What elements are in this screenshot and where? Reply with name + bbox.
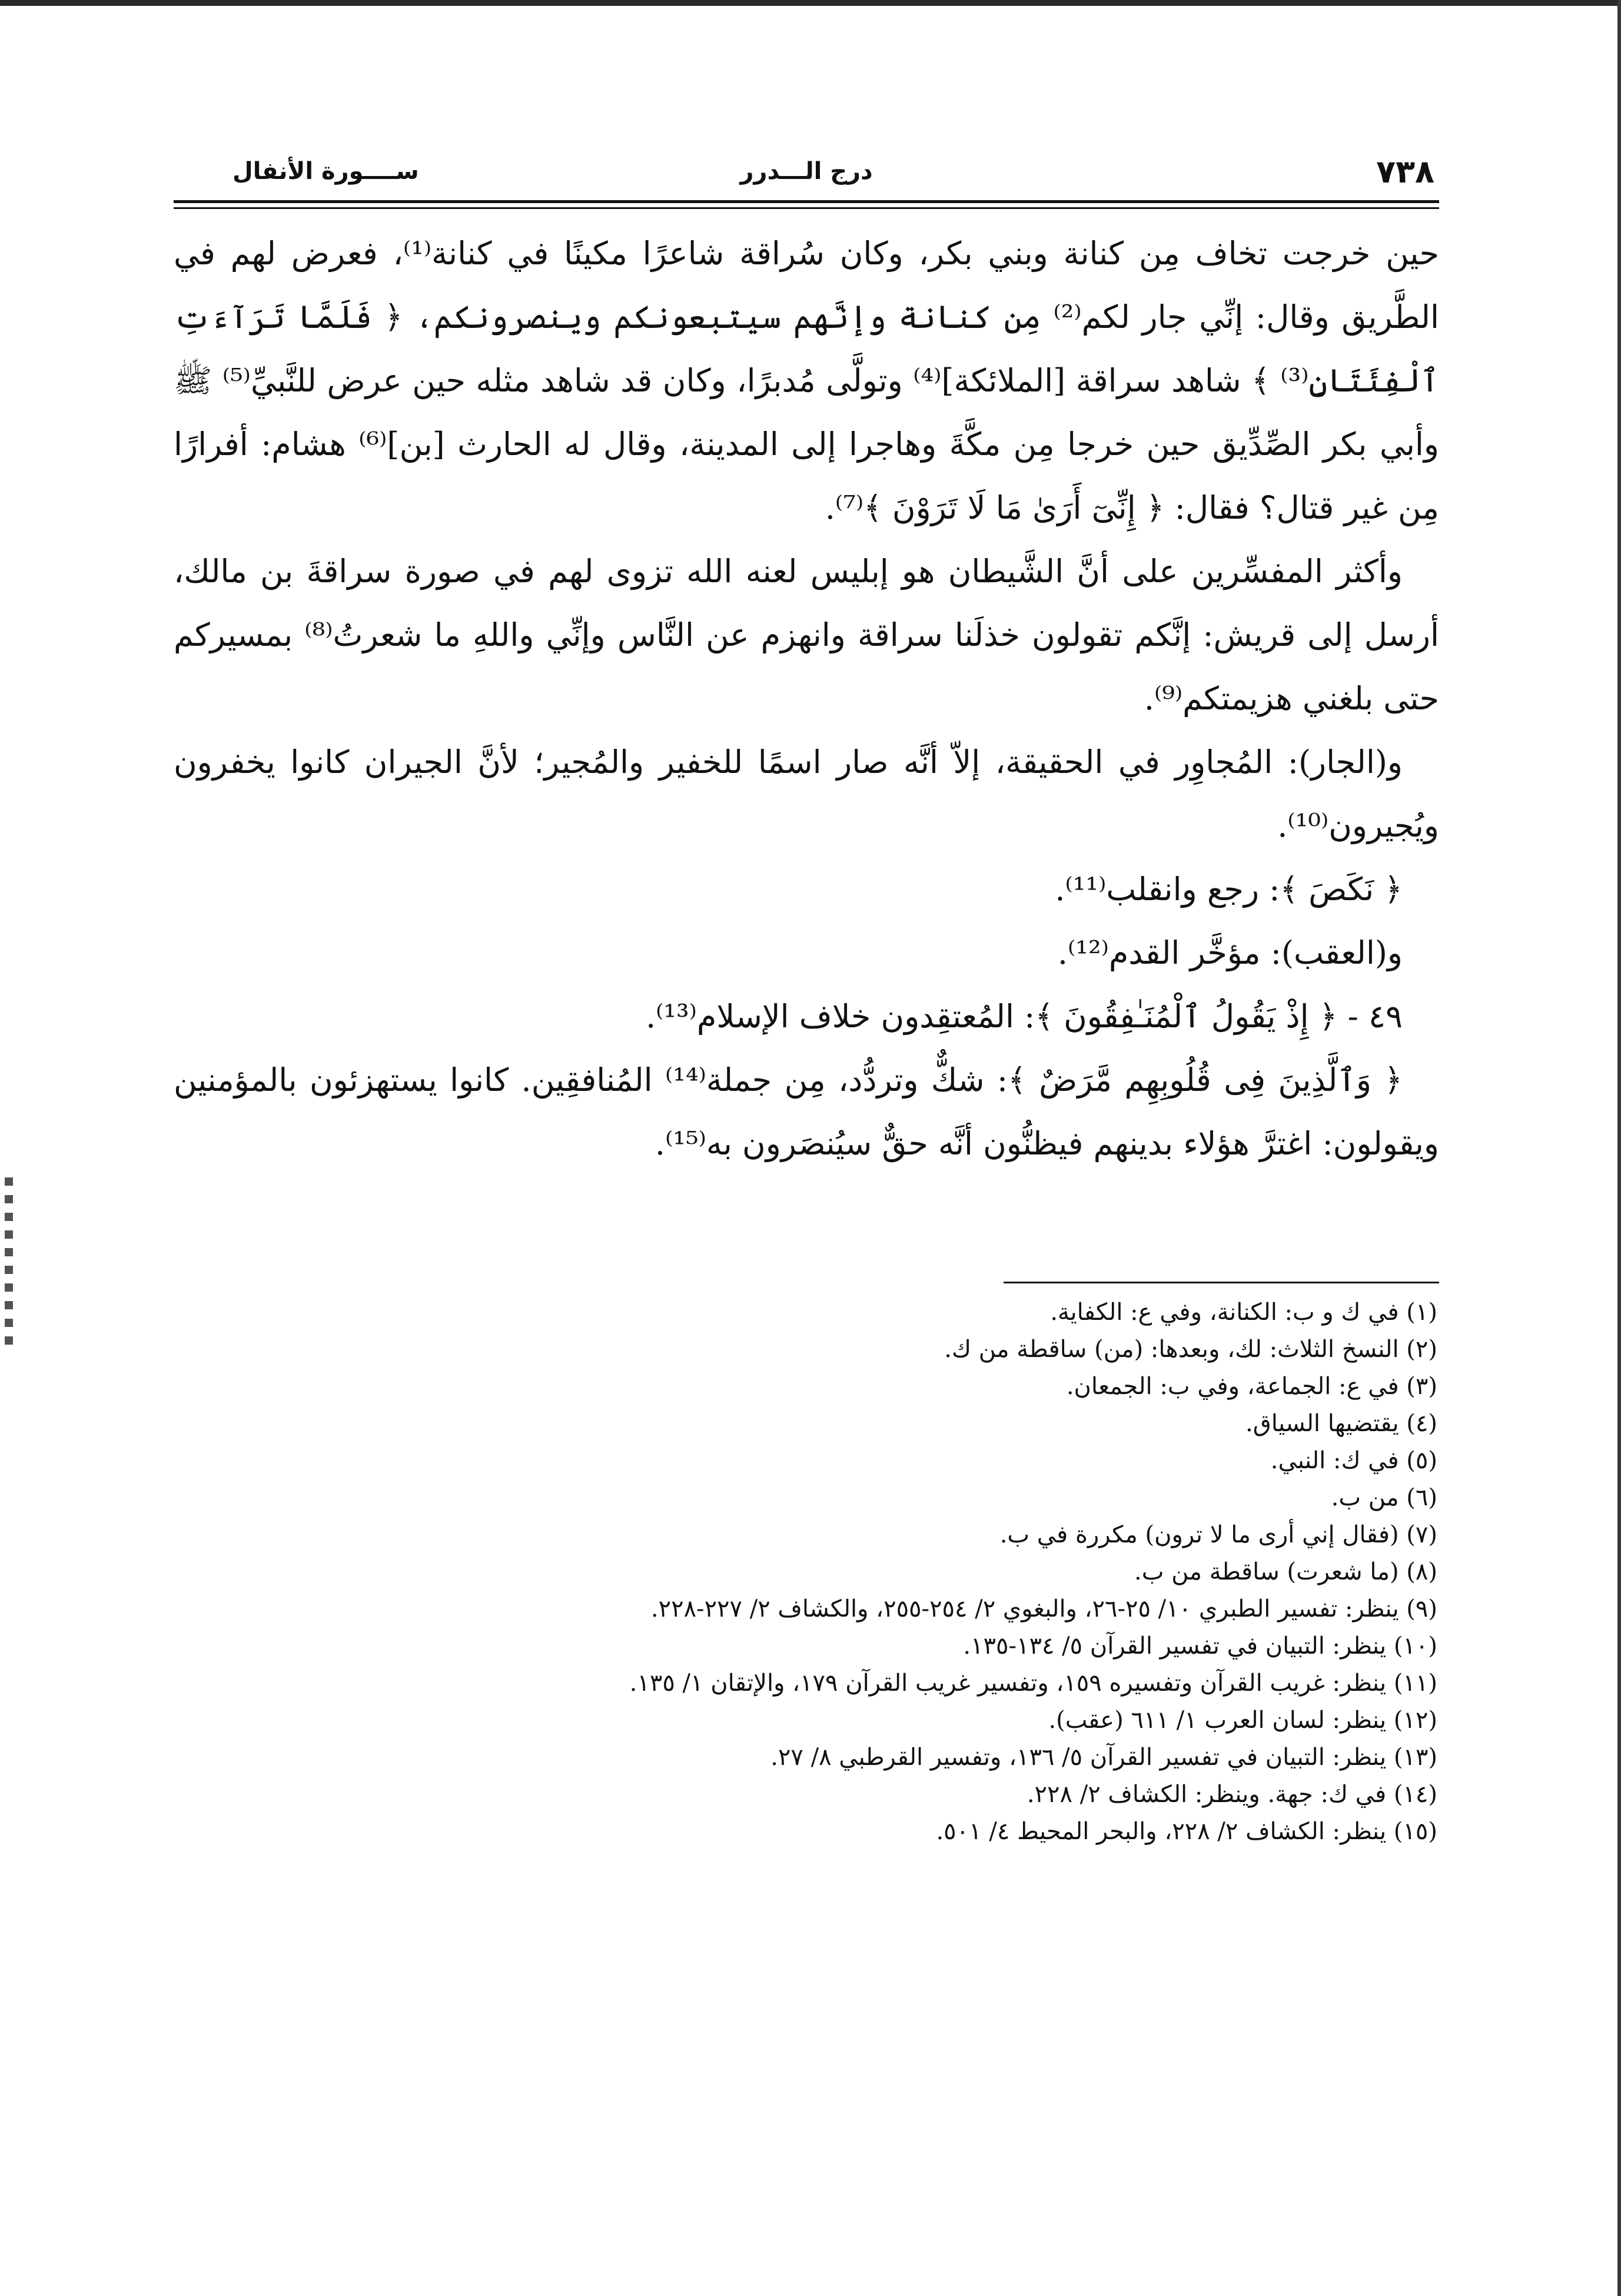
footnote: (٩) ينظر: تفسير الطبري ١٠/ ٢٥-٢٦، والبغوي ٢/ ٢٥٤-٢٥٥، والكشاف ٢/ ٢٢٧-٢٢٨.: [650, 1595, 1437, 1623]
paragraph: ﴿ نَكَصَ ﴾: رجع وانقلب⁽¹¹⁾.: [1055, 871, 1403, 908]
paragraph: حين خرجت تخاف مِن كنانة وبني بكر، وكان سُراقة شاعرًا مكينًا في كنانة⁽¹⁾، فعرض لهم في الطَّريق وقال: إنِّي جار لكم⁽²⁾ مِن كنانة وإنَّهم سيتبعونكم وينصرونكم، ﴿ فَلَمَّا تَرَآءَتِ ٱلْفِئَتَانِ⁽³⁾ ﴾ شاهد سراقة [الملائكة]⁽⁴⁾ وتولَّى مُدبرًا، وكان قد شاهد مثله حين عرض للنَّبيِّ⁽⁵⁾ ﷺ وأبي بكر الصِّدِّيق حين خرجا مِن مكَّةَ وهاجرا إلى المدينة، وقال له الحارث [بن]⁽⁶⁾ هشام: أفرارًا مِن غير قتال؟ فقال: ﴿ إِنِّىٓ أَرَىٰ مَا لَا تَرَوْنَ ﴾⁽⁷⁾.: [174, 235, 1439, 526]
main-text: [174, 222, 1439, 1176]
footnote: (٦) من ب.: [1331, 1484, 1437, 1511]
footnote: (٨) (ما شعرت) ساقطة من ب.: [1134, 1558, 1437, 1585]
paragraph: ﴿ وَٱلَّذِينَ فِى قُلُوبِهِم مَّرَضٌ ﴾: شكٌّ وتردُّد، مِن جملة⁽¹⁴⁾ المُنافقِين. كانوا يستهزئون بالمؤمنين ويقولون: اغترَّ هؤلاء بدينهم فيظنُّون أنَّه حقٌّ سيُنصَرون به⁽¹⁵⁾.: [174, 1061, 1439, 1162]
surah-title: ســــورة الأنفال: [232, 158, 419, 185]
verse-heading: ٤٩ - ﴿ إِذْ يَقُولُ ٱلْمُنَـٰفِقُونَ ﴾: المُعتقِدون خلاف الإسلام⁽¹³⁾.: [645, 998, 1403, 1035]
footnote: (١٠) ينظر: التبيان في تفسير القرآن ٥/ ١٣٤-١٣٥.: [963, 1633, 1437, 1660]
footnote: (١٢) ينظر: لسان العرب ١/ ٦١١ (عقب).: [1048, 1707, 1437, 1734]
footnotes: [174, 1294, 1437, 1850]
scan-edge-top: [0, 0, 1621, 6]
footnote: (١٤) في ك: جهة. وينظر: الكشاف ٢/ ٢٢٨.: [1027, 1781, 1437, 1808]
book-page: [174, 153, 1439, 1850]
footnote: (١٥) ينظر: الكشاف ٢/ ٢٢٨، والبحر المحيط ٤/ ٥٠١.: [936, 1818, 1437, 1845]
running-header: [174, 153, 1439, 200]
paragraph: و(العقب): مؤخَّر القدم⁽¹²⁾.: [1057, 934, 1403, 971]
paragraph: وأكثر المفسِّرين على أنَّ الشَّيطان هو إبليس لعنه الله تزوى لهم في صورة سراقةَ بن مالك، أرسل إلى قريش: إنَّكم تقولون خذلَنا سراقة وانهزم عن النَّاس وإنِّي واللهِ ما شعرتُ⁽⁸⁾ بمسيركم حتى بلغني هزيمتكم⁽⁹⁾.: [174, 553, 1439, 717]
scan-edge-right: [1617, 0, 1621, 2296]
footnote: (١) في ك و ب: الكنانة، وفي ع: الكفاية.: [1050, 1299, 1437, 1326]
footnote: (٤) يقتضيها السياق.: [1245, 1410, 1437, 1437]
footnote: (٧) (فقال إني أرى ما لا ترون) مكررة في ب.: [999, 1521, 1437, 1548]
footnote: (٥) في ك: النبي.: [1270, 1447, 1437, 1474]
footnote: (٣) في ع: الجماعة، وفي ب: الجمعان.: [1066, 1373, 1437, 1400]
margin-mark: [5, 1177, 13, 1354]
footnote: (١٣) ينظر: التبيان في تفسير القرآن ٥/ ١٣٦، وتفسير القرطبي ٨/ ٢٧.: [770, 1744, 1437, 1771]
header-rule: [174, 200, 1439, 209]
footnote: (٢) النسخ الثلاث: لك، وبعدها: (من) ساقطة من ك.: [944, 1336, 1437, 1363]
footnote: (١١) ينظر: غريب القرآن وتفسيره ١٥٩، وتفسير غريب القرآن ١٧٩، والإتقان ١/ ١٣٥.: [629, 1670, 1437, 1697]
book-title: درج الـــدرر: [740, 158, 873, 185]
footnote-separator: [1004, 1282, 1439, 1283]
page-number: ٧٣٨: [1376, 153, 1434, 190]
paragraph: و(الجار): المُجاوِر في الحقيقة، إلاّ أنَّه صار اسمًا للخفير والمُجير؛ لأنَّ الجيران كانوا يخفرون ويُجيرون⁽¹⁰⁾.: [174, 744, 1439, 844]
